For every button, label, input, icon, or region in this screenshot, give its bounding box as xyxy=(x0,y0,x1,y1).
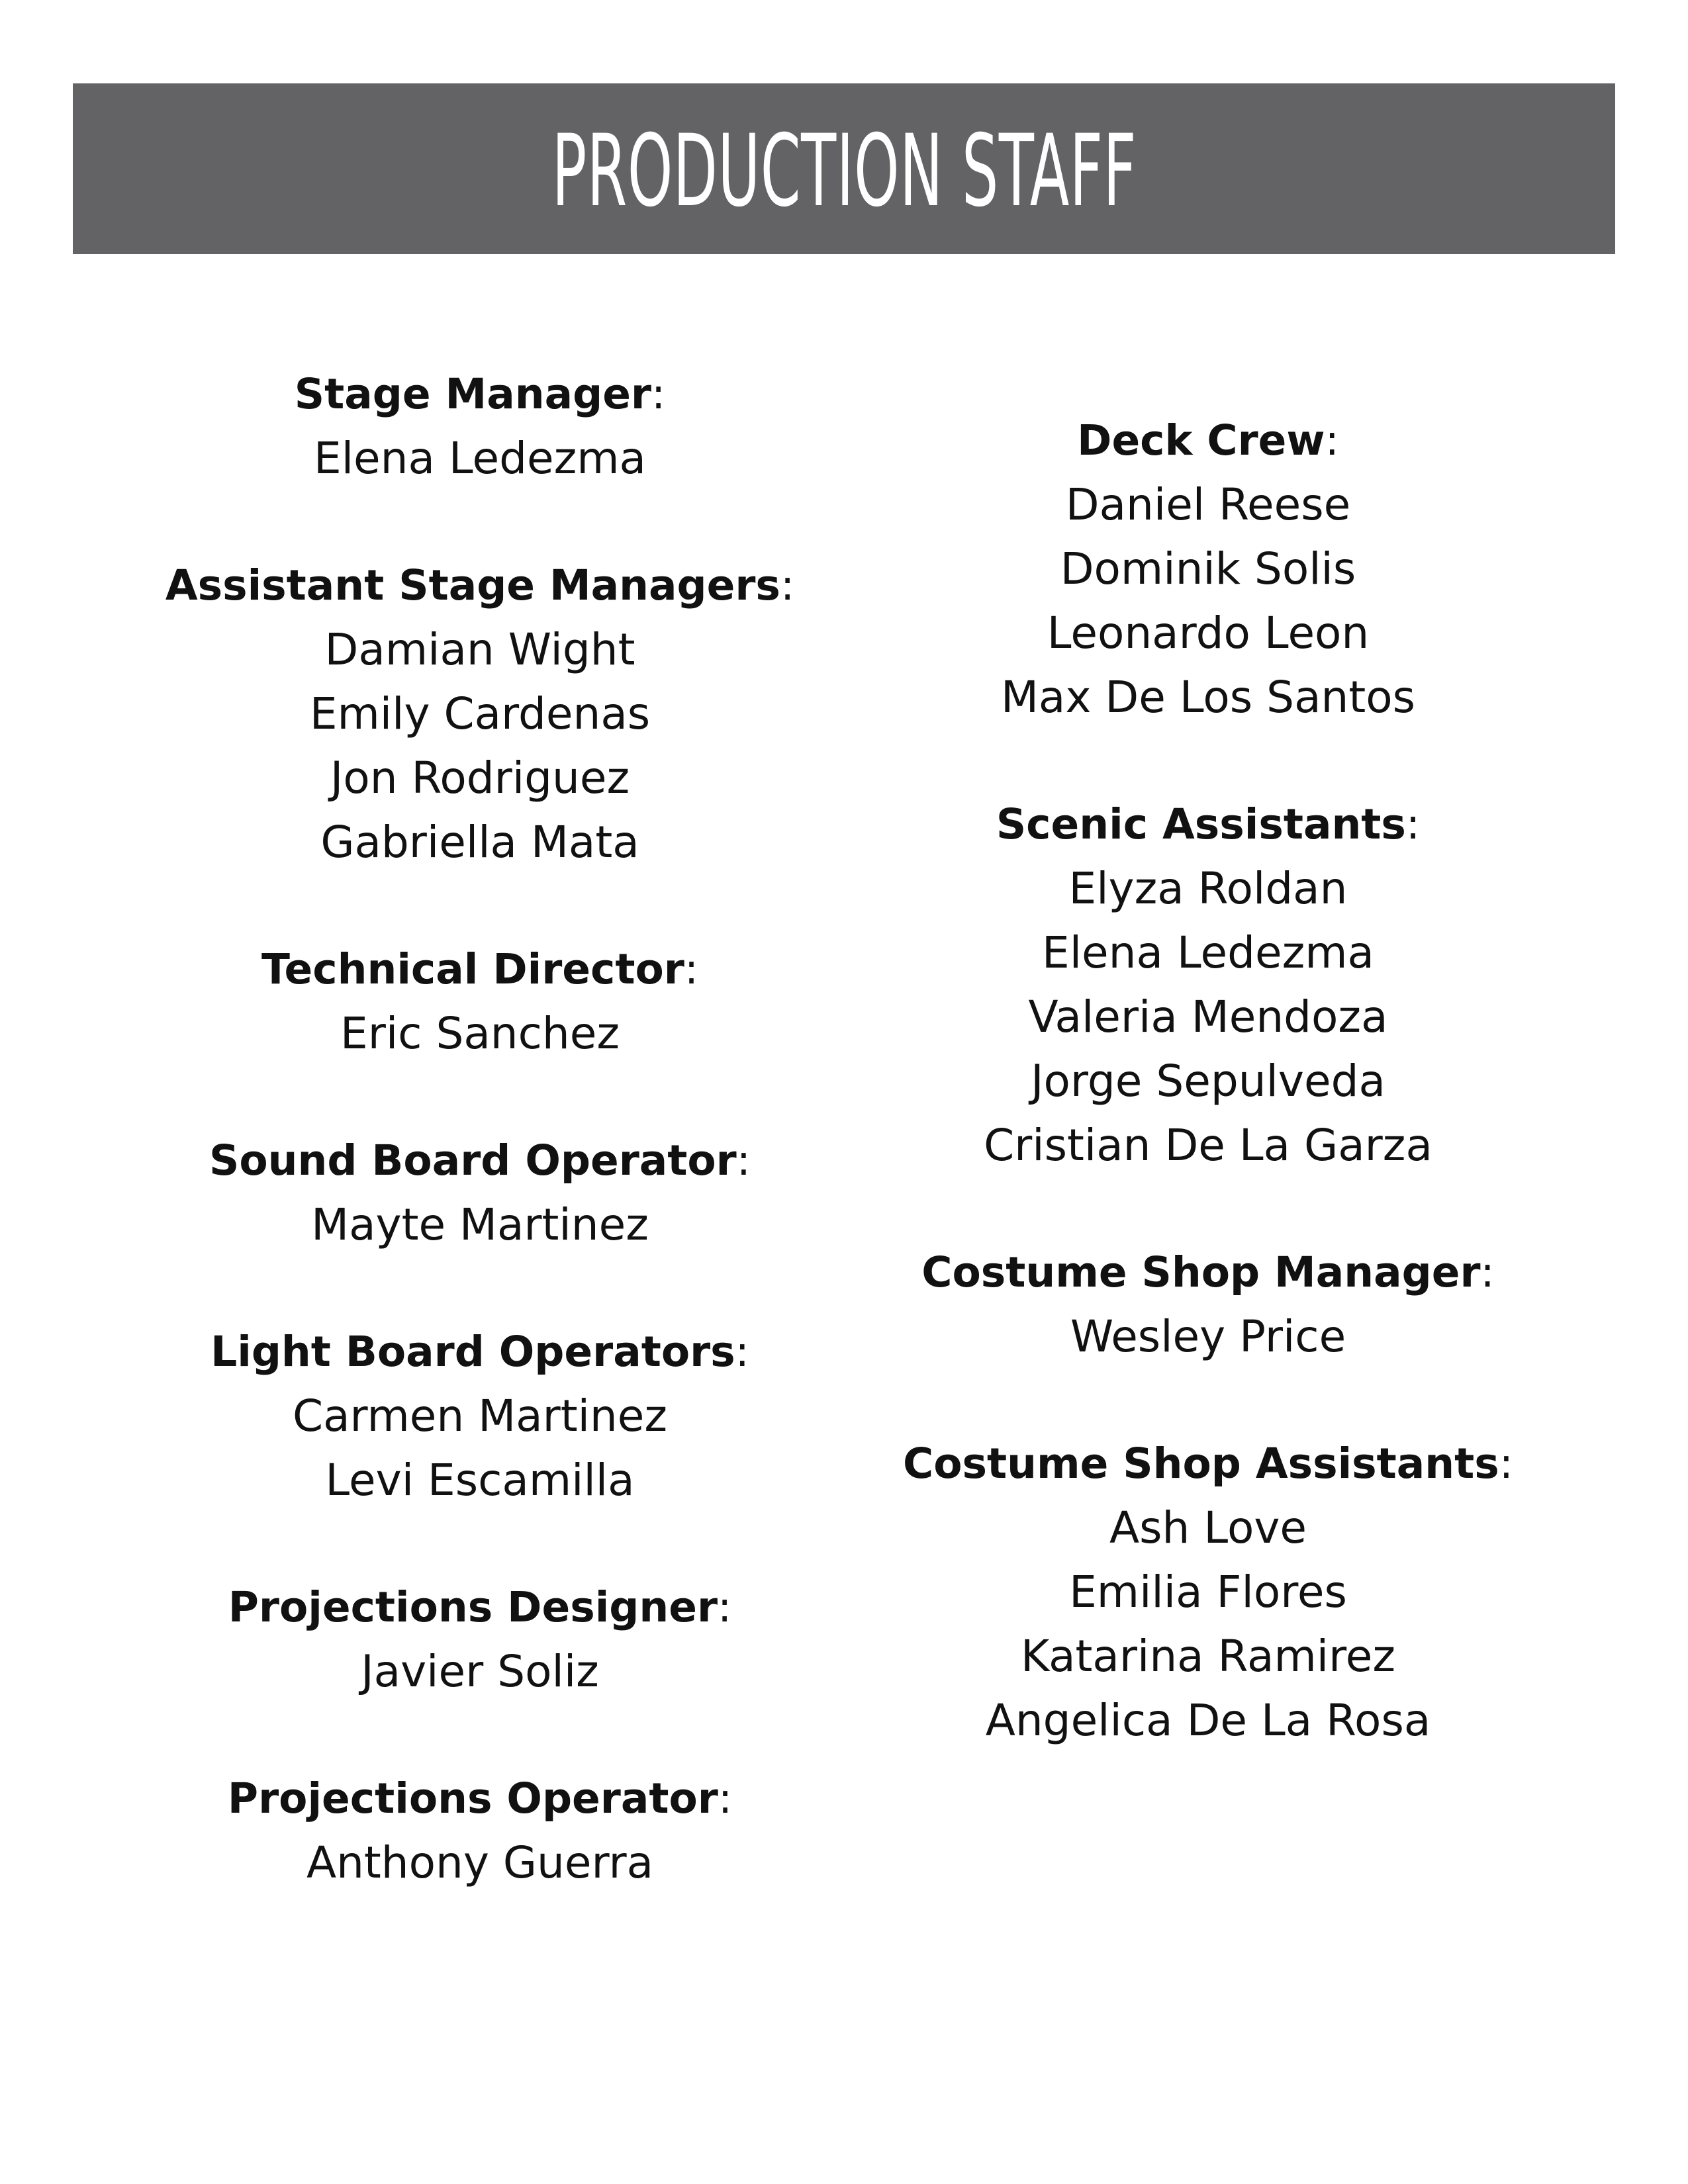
role-title: Costume Shop Assistants: xyxy=(903,1439,1513,1488)
person-name: Wesley Price xyxy=(1070,1311,1346,1362)
person-name: Anthony Guerra xyxy=(306,1837,654,1888)
person-name: Eric Sanchez xyxy=(340,1008,620,1059)
role-block-projections-operator xyxy=(99,1767,861,1895)
person-name: Max De Los Santos xyxy=(1000,672,1415,723)
role-block-costume-shop-assistants xyxy=(827,1432,1589,1752)
person-name: Emily Cardenas xyxy=(309,688,651,739)
page-title: PRODUCTION STAFF xyxy=(551,114,1137,229)
header-bar xyxy=(73,83,1615,254)
role-block-technical-director xyxy=(99,938,861,1066)
person-name: Ash Love xyxy=(1109,1502,1307,1553)
person-name: Valeria Mendoza xyxy=(1028,991,1388,1042)
role-block-costume-shop-manager xyxy=(827,1241,1589,1369)
person-name: Dominik Solis xyxy=(1060,543,1356,594)
role-title: Projections Designer: xyxy=(228,1583,732,1631)
person-name: Levi Escamilla xyxy=(325,1455,635,1506)
person-name: Katarina Ramirez xyxy=(1020,1631,1396,1682)
left-column xyxy=(99,363,861,1958)
role-title: Assistant Stage Managers: xyxy=(165,561,795,610)
role-title: Light Board Operators: xyxy=(211,1328,749,1376)
role-block-light-board-operators xyxy=(99,1320,861,1512)
person-name: Damian Wight xyxy=(324,624,635,675)
role-title: Stage Manager: xyxy=(294,370,666,418)
person-name: Emilia Flores xyxy=(1069,1567,1347,1617)
role-block-deck-crew xyxy=(827,409,1589,729)
role-title: Technical Director: xyxy=(261,945,699,993)
person-name: Carmen Martinez xyxy=(292,1390,668,1441)
role-block-projections-designer xyxy=(99,1576,861,1704)
role-title: Projections Operator: xyxy=(227,1774,733,1823)
person-name: Elena Ledezma xyxy=(1042,927,1374,978)
role-title: Deck Crew: xyxy=(1077,416,1339,465)
person-name: Leonardo Leon xyxy=(1047,608,1370,659)
person-name: Elyza Roldan xyxy=(1068,863,1348,914)
person-name: Gabriella Mata xyxy=(320,817,639,868)
person-name: Elena Ledezma xyxy=(314,433,646,484)
role-title: Scenic Assistants: xyxy=(996,800,1421,848)
role-block-sound-board-operator xyxy=(99,1129,861,1257)
role-block-scenic-assistants xyxy=(827,793,1589,1177)
person-name: Javier Soliz xyxy=(361,1646,599,1697)
person-name: Mayte Martinez xyxy=(311,1199,649,1250)
person-name: Cristian De La Garza xyxy=(984,1120,1432,1171)
person-name: Daniel Reese xyxy=(1065,479,1351,530)
right-column xyxy=(827,409,1589,1816)
person-name: Jorge Sepulveda xyxy=(1031,1056,1385,1107)
role-title: Costume Shop Manager: xyxy=(921,1248,1495,1297)
role-block-assistant-stage-managers xyxy=(99,554,861,874)
person-name: Angelica De La Rosa xyxy=(985,1695,1431,1746)
role-block-stage-manager xyxy=(99,363,861,490)
role-title: Sound Board Operator: xyxy=(209,1136,751,1185)
person-name: Jon Rodriguez xyxy=(330,752,630,803)
